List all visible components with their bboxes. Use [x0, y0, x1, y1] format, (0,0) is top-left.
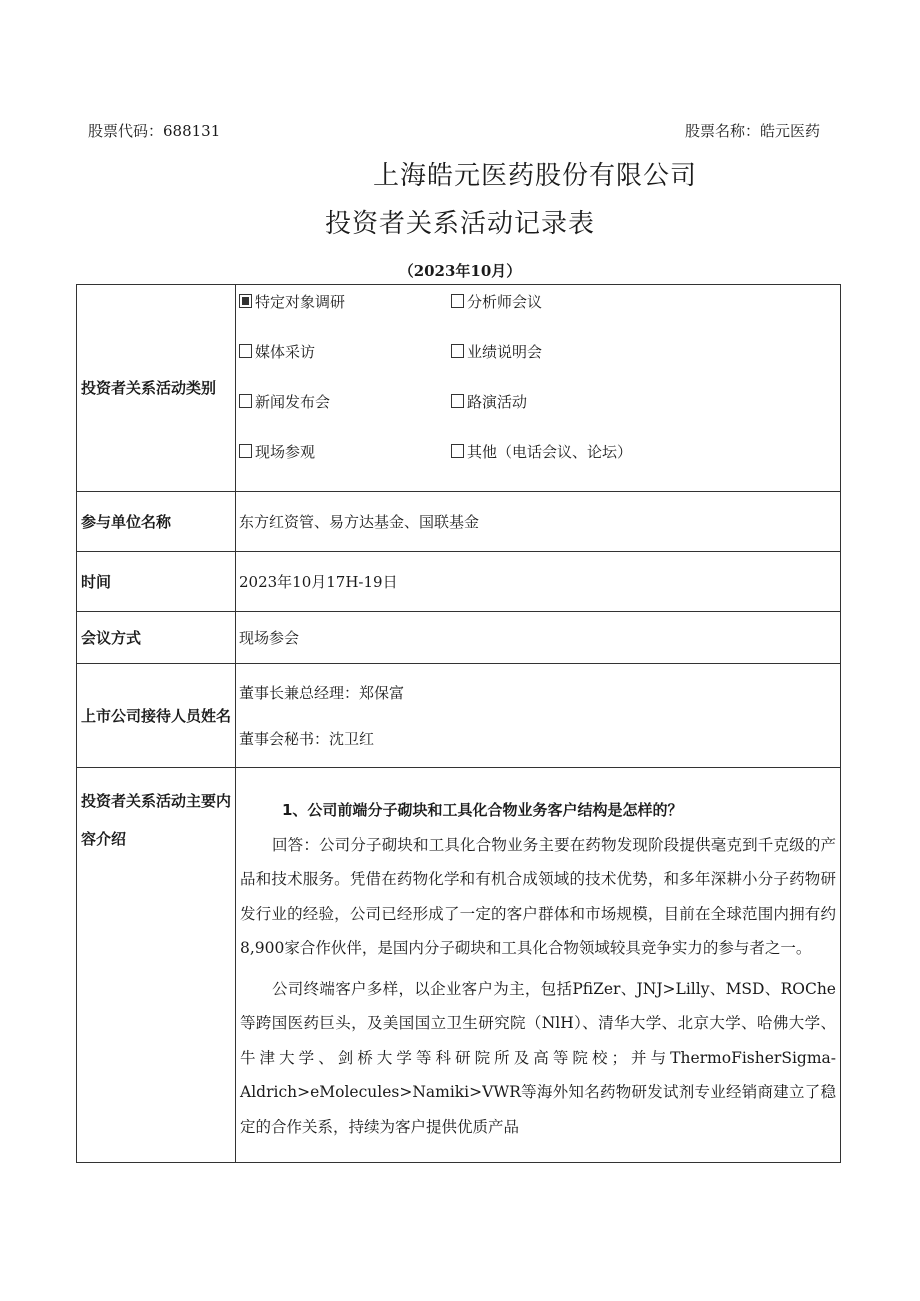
company-title: 上海皓元医药股份有限公司 [372, 161, 697, 191]
activity-type-option-label: 业绩说明会 [467, 343, 543, 361]
reception-value [236, 664, 841, 768]
reception-label: 上市公司接待人员姓名 [77, 664, 236, 768]
activity-type-option[interactable] [451, 439, 840, 489]
activity-type-option[interactable] [239, 439, 451, 489]
checkbox-icon[interactable] [451, 444, 464, 458]
stock-name: 股票名称：皓元医药 [684, 122, 820, 140]
row-reception [77, 664, 841, 768]
method-label: 会议方式 [77, 612, 236, 664]
participants-label: 参与单位名称 [77, 492, 236, 552]
time-value: 2023年10月17H-19日 [236, 552, 841, 612]
activity-type-option[interactable] [239, 289, 451, 339]
activity-type-option[interactable] [451, 339, 840, 389]
form-title: 投资者关系活动记录表 [324, 209, 595, 239]
activity-type-option[interactable] [451, 289, 840, 339]
activity-type-option-label: 特定对象调研 [255, 293, 346, 311]
participants-value: 东方红资管、易方达基金、国联基金 [236, 492, 841, 552]
reception-person: 董事会秘书：沈卫红 [239, 729, 375, 748]
answer-paragraph: 公司终端客户多样，以企业客户为主，包括PfiZer、JNJ>Lilly、MSD、ROChe等跨国医药巨头，及美国国立卫生研究院（NlH）、清华大学、北京大学、哈佛大学、牛津大学、剑桥大学等科研院所及高等院校；并与ThermoFisherSigma-Aldrich>eMolecules>Namiki>VWR等海外知名药物研发试剂专业经销商建立了稳定的合作关系，持续为客户提供优质产品 [240, 979, 836, 1136]
reception-person: 董事长兼总经理：郑保富 [239, 683, 405, 702]
checkbox-icon[interactable] [451, 394, 464, 408]
activity-type-option[interactable] [239, 389, 451, 439]
row-method [77, 612, 841, 664]
row-activity-type [77, 285, 841, 492]
activity-type-options [236, 285, 841, 492]
checkbox-icon[interactable] [239, 444, 252, 458]
activity-type-option-label: 路演活动 [467, 393, 528, 411]
checked-box-icon[interactable] [239, 294, 252, 308]
activity-type-option-label: 其他（电话会议、论坛） [467, 443, 633, 461]
record-table [76, 284, 841, 1163]
method-value: 现场参会 [236, 612, 841, 664]
question-1: 1、公司前端分子砌块和工具化合物业务客户结构是怎样的？ [282, 800, 683, 819]
checkbox-icon[interactable] [451, 294, 464, 308]
checkbox-icon[interactable] [451, 344, 464, 358]
stock-code: 股票代码：688131 [88, 122, 221, 140]
activity-type-option-label: 新闻发布会 [255, 393, 331, 411]
activity-type-option[interactable] [239, 339, 451, 389]
time-label: 时间 [77, 552, 236, 612]
checkbox-icon[interactable] [239, 394, 252, 408]
row-content [77, 768, 841, 1163]
content-label: 投资者关系活动主要内容介绍 [77, 768, 236, 1163]
content-body [236, 768, 841, 1163]
activity-type-option-label: 媒体采访 [255, 343, 316, 361]
row-time [77, 552, 841, 612]
report-period: （2023年10月） [398, 262, 522, 280]
activity-type-option[interactable] [451, 389, 840, 439]
activity-type-label: 投资者关系活动类别 [77, 285, 236, 492]
row-participants [77, 492, 841, 552]
answer-paragraph: 回答：公司分子砌块和工具化合物业务主要在药物发现阶段提供毫克到千克级的产品和技术服务。凭借在药物化学和有机合成领域的技术优势，和多年深耕小分子药物研发行业的经验，公司已经形成了一定的客户群体和市场规模，目前在全球范围内拥有约8,900家合作伙伴，是国内分子砌块和工具化合物领域较具竞争实力的参与者之一。 [240, 835, 836, 958]
checkbox-icon[interactable] [239, 344, 252, 358]
activity-type-option-label: 分析师会议 [467, 293, 543, 311]
activity-type-option-label: 现场参观 [255, 443, 316, 461]
